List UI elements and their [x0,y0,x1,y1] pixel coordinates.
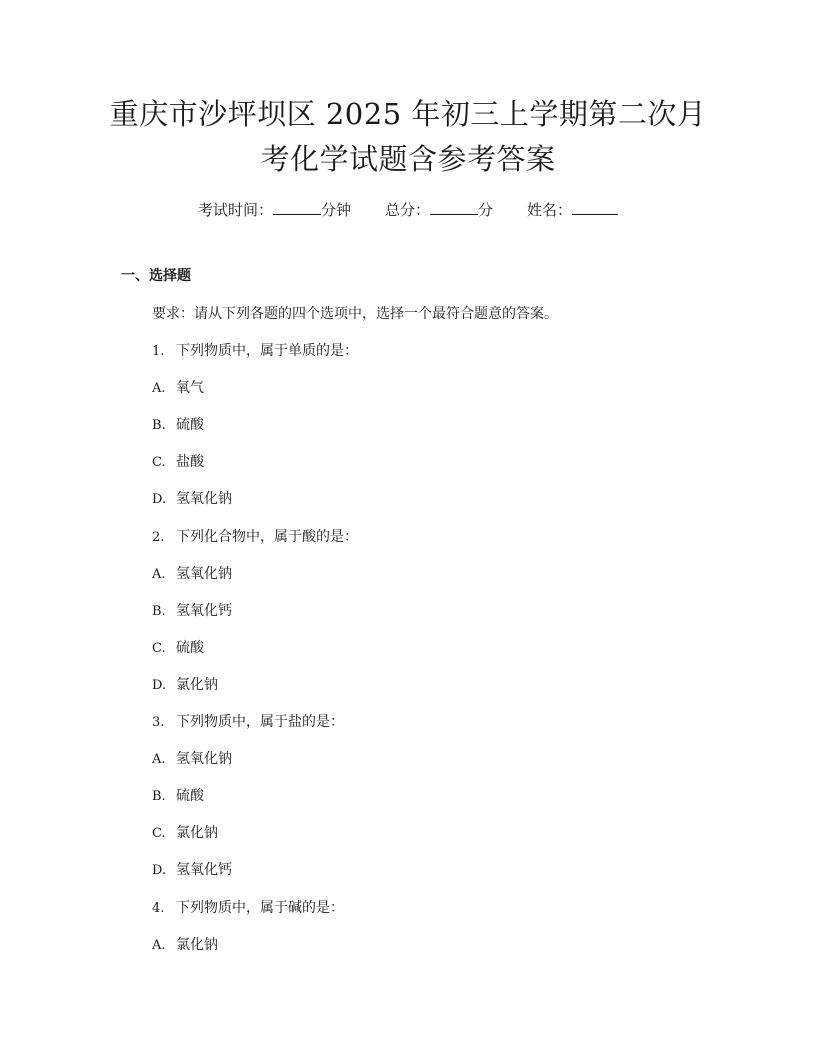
question-number: 2. [152,529,165,545]
option-text: 硫酸 [176,788,204,805]
section-heading: 一、选择题 [121,268,191,284]
exam-title-line-2: 考化学试题含参考答案 [260,142,556,176]
question-number: 4. [152,900,165,916]
option-item[interactable] [152,381,558,418]
section-instruction [152,307,558,344]
total-score-label: 总分： [384,201,430,219]
student-name-label: 姓名： [527,201,573,219]
option-letter: D. [152,863,167,879]
option-item[interactable] [152,455,558,492]
question-text: 下列物质中，属于单质的是： [176,343,358,360]
question-stem [152,530,558,567]
instruction-text: 要求：请从下列各题的四个选项中，选择一个最符合题意的答案。 [152,306,558,322]
option-item[interactable] [152,678,558,715]
option-text: 氢氧化钠 [176,565,232,582]
option-letter: A. [152,752,166,768]
option-letter: A. [152,566,166,582]
option-text: 氢氧化钠 [176,751,232,768]
student-name-blank[interactable] [572,199,618,215]
exam-info-line [0,199,816,218]
option-text: 氯化钠 [176,676,218,693]
total-score-unit: 分 [478,201,494,219]
question-stem [152,901,558,938]
option-letter: C. [152,826,166,842]
question-stem [152,715,558,752]
option-text: 氧气 [176,380,204,397]
question-number: 1. [152,344,165,360]
option-item[interactable] [152,418,558,455]
option-letter: A. [152,381,166,397]
question-text: 下列化合物中，属于酸的是： [176,528,358,545]
option-letter: C. [152,640,166,656]
option-item[interactable] [152,752,558,789]
option-item[interactable] [152,826,558,863]
question-number: 3. [152,715,165,731]
option-letter: D. [152,677,167,693]
option-text: 盐酸 [176,454,204,471]
exam-time-label: 考试时间： [197,201,273,219]
option-item[interactable] [152,863,558,900]
exam-time-unit: 分钟 [320,201,351,219]
option-text: 硫酸 [176,417,204,434]
exam-time-blank[interactable] [273,199,321,215]
question-list [152,307,558,975]
option-text: 氯化钠 [176,936,218,953]
option-item[interactable] [152,938,558,975]
exam-time-field [198,199,351,218]
option-letter: B. [152,603,166,619]
option-text: 氢氧化钙 [176,602,232,619]
option-letter: B. [152,418,166,434]
exam-title-line-1: 重庆市沙坪坝区 2025 年初三上学期第二次月 [109,97,707,131]
option-item[interactable] [152,567,558,604]
option-text: 氯化钠 [176,825,218,842]
option-item[interactable] [152,789,558,826]
total-score-blank[interactable] [430,199,478,215]
option-letter: D. [152,492,167,508]
option-letter: B. [152,789,166,805]
option-letter: C. [152,455,166,471]
option-item[interactable] [152,604,558,641]
option-item[interactable] [152,641,558,678]
question-stem [152,344,558,381]
option-text: 氢氧化钠 [176,491,232,508]
option-item[interactable] [152,492,558,529]
total-score-field [385,199,493,218]
option-text: 氢氧化钙 [176,862,232,879]
question-text: 下列物质中，属于碱的是： [176,899,344,916]
option-letter: A. [152,937,166,953]
option-text: 硫酸 [176,639,204,656]
question-text: 下列物质中，属于盐的是： [176,714,344,731]
student-name-field [527,199,618,218]
